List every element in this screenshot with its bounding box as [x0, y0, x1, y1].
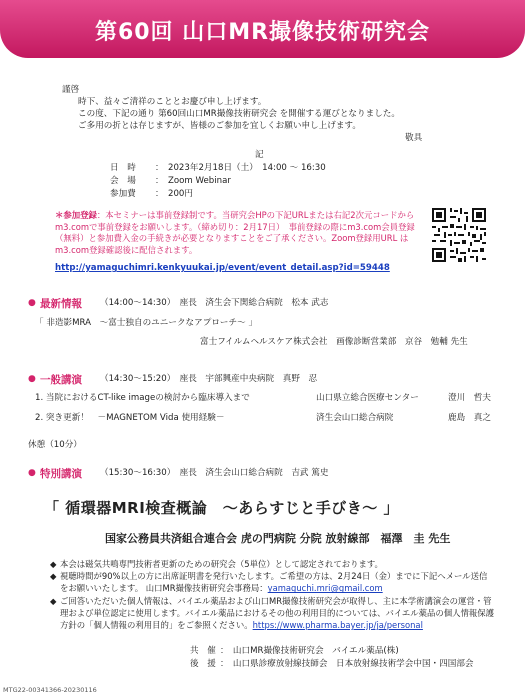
colon: ：: [155, 163, 164, 173]
section-title-special: 特別講演: [40, 468, 82, 480]
venue-label: 会 場: [110, 176, 136, 186]
cohost-label: 共 催: [190, 646, 216, 656]
email-link[interactable]: yamaguchi.mri@gmail.com: [267, 583, 383, 594]
special-lecture-presenter: 国家公務員共済組合連合会 虎の門病院 分院 放射線部 福澤 圭 先生: [105, 532, 451, 545]
section2-talk2-org: 済生会山口総合病院: [316, 413, 394, 423]
document-id: MTG22-00341366-20230116: [3, 686, 97, 694]
cohost-value: ： 山口MR撮像技術研究会 バイエル薬品(株): [220, 646, 399, 656]
support-value: ： 山口県診療放射線技師会 日本放射線技術学会中国・四国部会: [220, 659, 474, 669]
diamond-icon: ◆: [50, 559, 57, 569]
diamond-icon: ◆: [50, 571, 57, 582]
registration-text: ：本セミナーは事前登録制です。当研究会HPの下記URLまたは右記2次元コードから m3.comで事前登録をお願いします。（締め切り：2月17日） 事前登録の際にm3.com会員登録（無料）と参加費入金の手続きが必要となりますことをご了承ください。Zoom登録用URL は m3.com登録確認後に配信されます。: [55, 210, 415, 255]
page-title: 第60回 山口MR撮像技術研究会: [94, 20, 431, 45]
letter-opening: 謹啓: [62, 85, 80, 95]
date-label: 日 時: [110, 163, 136, 173]
section2-info: （14:30～15:20） 座長 宇部興産中央病院 真野 忍: [100, 374, 318, 384]
note-text: 視聴時間が90%以上の方に出席証明書を発行いたします。ご希望の方は、2月24日（金）までに下記へメール送信をお願いいたします。 山口MR撮像技術研究会事務局：: [60, 571, 488, 594]
section-title-general: 一般講演: [40, 374, 82, 386]
section2-talk2-name: 鹿島 真之: [448, 413, 491, 423]
ki-label: 記: [255, 150, 264, 160]
section3-info: （15:30～16:30） 座長 済生会山口総合病院 吉武 篤史: [100, 468, 329, 478]
letter-line-1: 時下、益々ご清祥のこととお慶び申し上げます。: [78, 97, 267, 107]
note-text: 本会は磁気共鳴専門技術者更新のための研究会（5単位）として認定されております。: [60, 559, 383, 569]
note-item: [50, 595, 495, 632]
bullet-icon: ●: [28, 468, 36, 478]
section2-talk1-name: 澄川 哲夫: [448, 393, 491, 403]
section2-talk2: 2. 突き更新！ －MAGNETOM Vida 使用経験－: [35, 413, 225, 423]
fee-label: 参加費: [110, 189, 136, 199]
fee-value: 200円: [168, 189, 193, 199]
diamond-icon: ◆: [50, 595, 57, 606]
bullet-icon: ●: [28, 374, 36, 384]
special-lecture-title: 「 循環器MRI検査概論 ～あらすじと手びき～ 」: [44, 499, 400, 517]
registration-notice: [55, 210, 425, 256]
note-item: [50, 558, 495, 570]
date-value: 2023年2月18日（土） 14:00 ～ 16:30: [168, 163, 326, 173]
section2-talk1: 1. 当院におけるCT-like imageの検討から臨床導入まで: [35, 393, 250, 403]
note-item: [50, 570, 495, 594]
bullet-icon: ●: [28, 298, 36, 308]
colon: ：: [155, 189, 164, 199]
section2-talk1-org: 山口県立総合医療センター: [316, 393, 419, 403]
section1-speaker: 富士フイルムヘルスケア株式会社 画像診断営業部 京谷 勉輔 先生: [200, 337, 468, 347]
registration-url-link[interactable]: http://yamaguchimri.kenkyuukai.jp/event/event_detail.asp?id=59448: [55, 263, 390, 273]
break-label: 休憩（10分）: [28, 440, 82, 450]
letter-line-2: この度、下記の通り 第60回山口MR撮像技術研究会 を開催する運びとなりました。: [78, 109, 400, 119]
privacy-url-link[interactable]: https://www.pharma.bayer.jp/ja/personal: [252, 620, 423, 631]
section1-info: （14:00～14:30） 座長 済生会下関総合病院 松本 武志: [100, 298, 329, 308]
section-title-latest: 最新情報: [40, 298, 82, 310]
notes-list: [50, 558, 495, 631]
letter-line-3: ご多用の折とは存じますが、皆様のご参加を宜しくお願い申し上げます。: [78, 121, 361, 131]
qr-code-icon[interactable]: [430, 206, 488, 264]
header-banner: [0, 0, 525, 58]
note-text: ご回答いただいた個人情報は、バイエル薬品および山口MR撮像技術研究会が取得し、主に本学術講演会の運営・管理および単位認定に使用します。バイエル薬品におけるその他の利用目的については、バイエル薬品の個人情報保護方針の「個人情報の利用目的」をご参照ください。: [60, 595, 494, 631]
letter-closing: 敬具: [405, 133, 423, 143]
registration-label: ＊参加登録: [55, 210, 97, 220]
venue-value: Zoom Webinar: [168, 176, 231, 186]
support-label: 後 援: [190, 659, 216, 669]
colon: ：: [155, 176, 164, 186]
section1-talk: 「 非造影MRA ～富士独自のユニークなアプローチ～ 」: [35, 318, 258, 328]
